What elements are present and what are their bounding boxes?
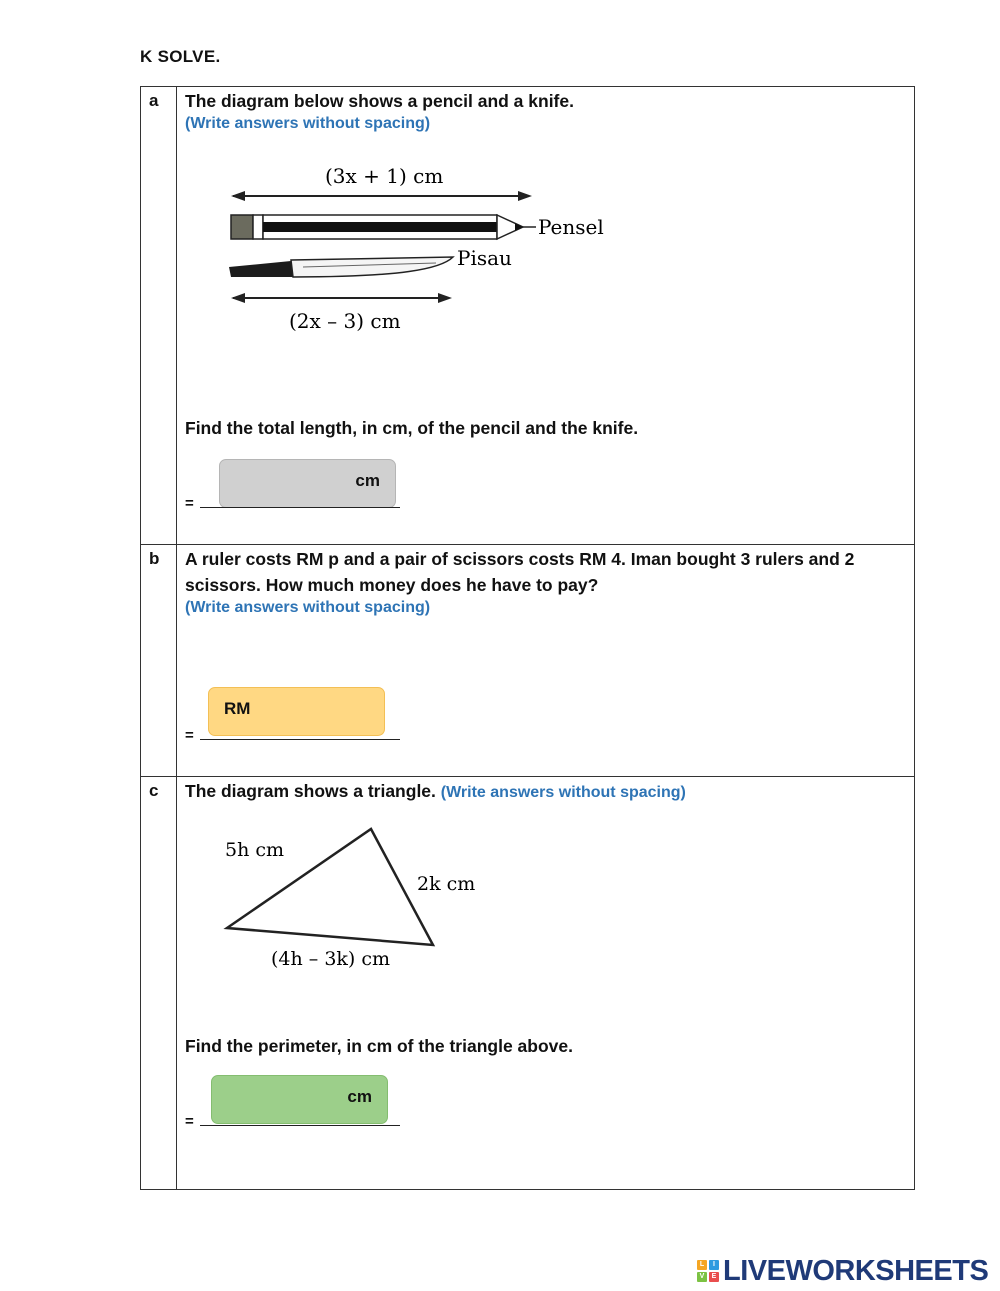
answer-line (185, 727, 400, 744)
question-text-line-1: A ruler costs RM p and a pair of scissors costs RM 4. Iman bought 3 rulers and 2 (185, 549, 855, 569)
answer-underline (200, 728, 400, 740)
question-text (185, 778, 686, 806)
answer-line (185, 495, 400, 512)
logo-square: V (697, 1272, 707, 1282)
hint-text: (Write answers without spacing) (185, 599, 431, 616)
side-right-label: 2k cm (417, 873, 476, 895)
arrow-head-right-icon (518, 191, 532, 201)
equals-sign: = (185, 727, 194, 744)
knife-icon (229, 257, 453, 277)
equals-sign: = (185, 495, 194, 512)
knife-length-label: (2x – 3) cm (289, 309, 401, 333)
pencil-label: Pensel (538, 215, 604, 239)
label-column (141, 545, 177, 776)
unit-label: cm (355, 471, 380, 490)
question-prompt: Find the perimeter, in cm of the triangle above. (185, 1036, 573, 1056)
arrow-head-left-icon (231, 191, 245, 201)
question-label: c (149, 781, 159, 800)
side-left-label: 5h cm (225, 839, 285, 861)
equals-sign: = (185, 1113, 194, 1130)
logo-square: I (709, 1260, 719, 1270)
question-row-c (141, 777, 914, 1189)
question-text-line-2: scissors. How much money does he have to pay? (185, 575, 599, 595)
knife-label: Pisau (457, 246, 512, 270)
label-column (141, 87, 177, 544)
question-row-a (141, 87, 914, 545)
side-bottom-label: (4h – 3k) cm (271, 948, 391, 970)
question-prompt: Find the total length, in cm, of the pencil and the knife. (185, 418, 639, 438)
arrow-head-left-icon (231, 293, 245, 303)
question-label: b (149, 549, 160, 568)
logo-squares-icon (697, 1260, 719, 1282)
question-label: a (149, 91, 159, 110)
answer-underline (200, 496, 400, 508)
currency-label: RM (224, 699, 251, 718)
answer-line (185, 1113, 400, 1130)
question-text: The diagram below shows a pencil and a knife. (185, 91, 574, 111)
triangle-diagram (221, 815, 521, 975)
pencil-icon (231, 215, 523, 239)
answer-underline (200, 1114, 400, 1126)
question-text-main: The diagram shows a triangle. (185, 781, 436, 801)
hint-text: (Write answers without spacing) (185, 115, 431, 132)
logo-square: E (709, 1272, 719, 1282)
logo-text: LIVEWORKSHEETS (723, 1254, 989, 1287)
label-column (141, 777, 177, 1189)
unit-label: cm (347, 1087, 372, 1106)
hint-text: (Write answers without spacing) (440, 784, 686, 801)
question-row-b (141, 545, 914, 777)
pencil-knife-diagram (221, 157, 641, 342)
arrow-head-right-icon (438, 293, 452, 303)
question-table (140, 86, 915, 1190)
liveworksheets-logo (697, 1254, 988, 1288)
logo-square: L (697, 1260, 707, 1270)
pencil-length-label: (3x + 1) cm (325, 164, 444, 188)
worksheet-heading: K SOLVE. (140, 47, 221, 66)
